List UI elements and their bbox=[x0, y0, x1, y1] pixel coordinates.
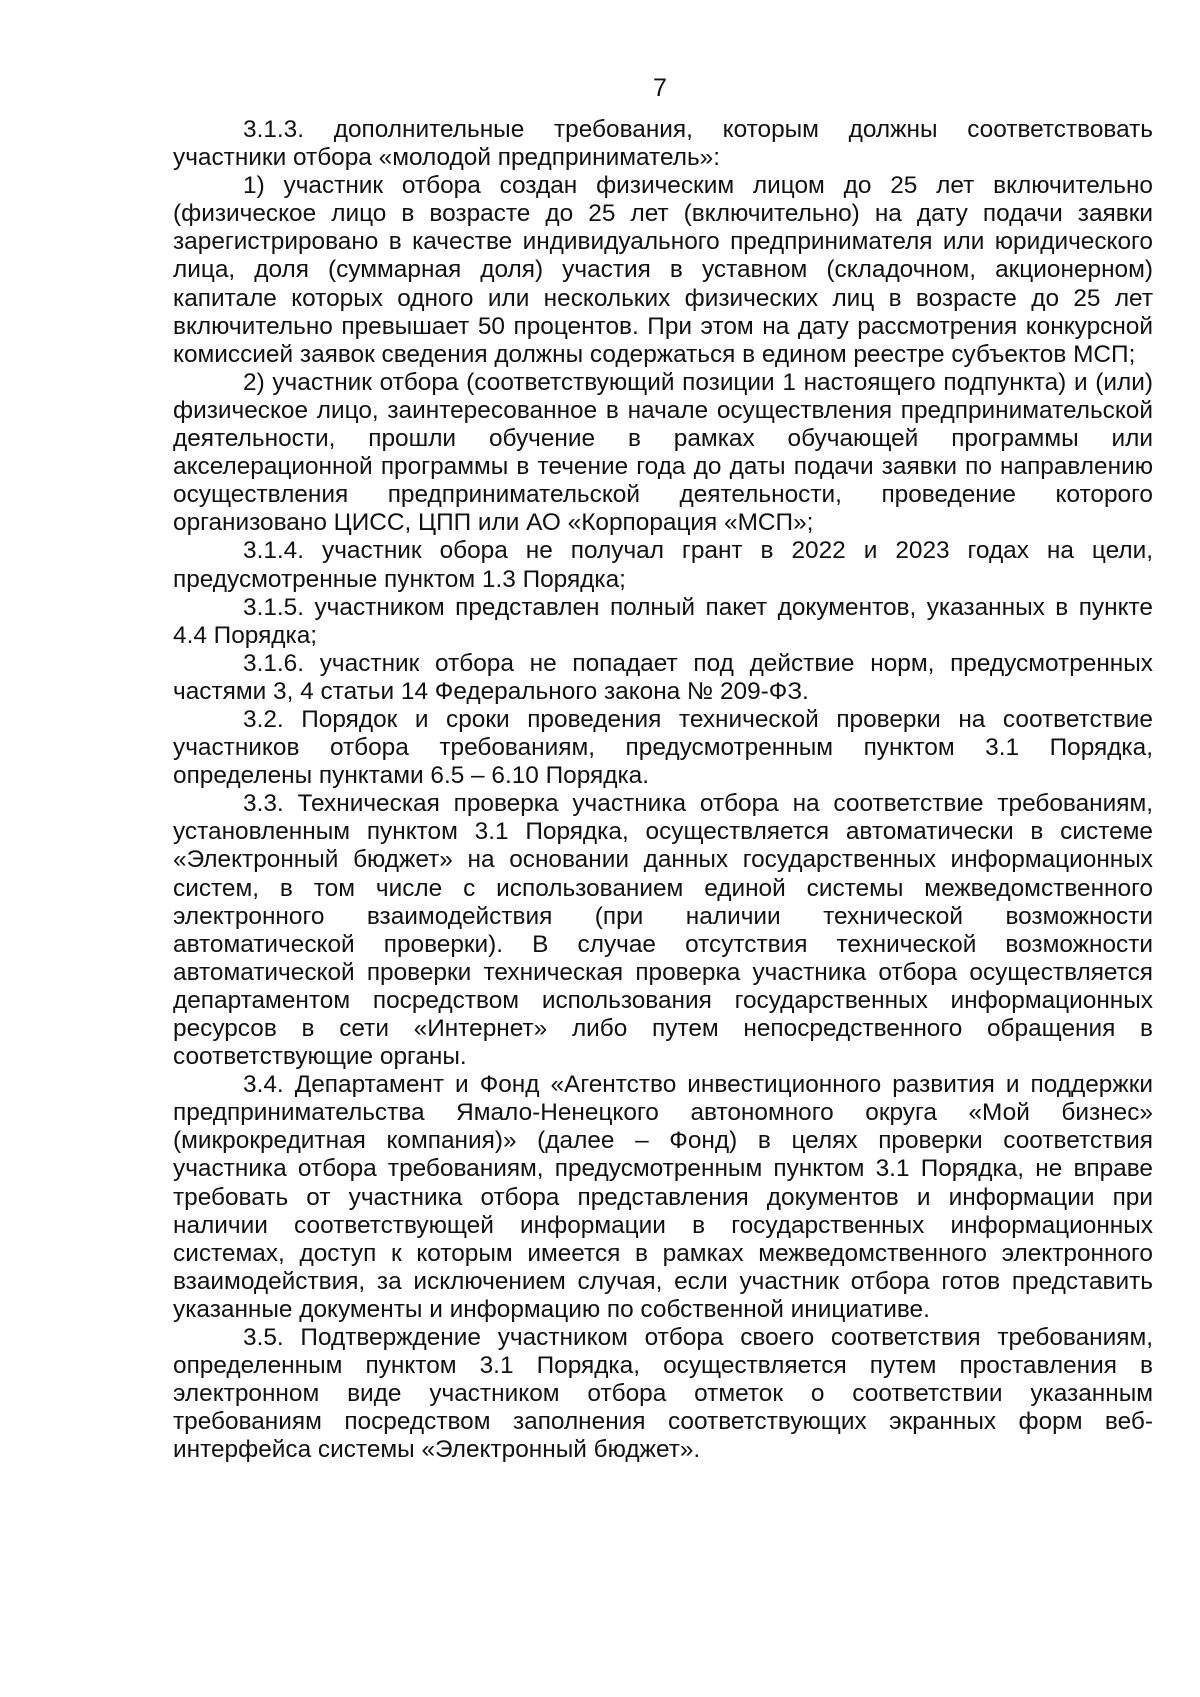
paragraph-3-2: 3.2. Порядок и сроки проведения технической проверки на соответствие участников отбора требованиям, предусмотренным пунктом 3.1 Порядка, определены пунктами 6.5 – 6.10 Порядка. bbox=[173, 705, 1153, 790]
paragraph-3-5: 3.5. Подтверждение участником отбора своего соответствия требованиям, определенным пунктом 3.1 Порядка, осуществляется путем проставления в электронном виде участником отбора отметок о соответствии указанным требованиям посредством заполнения соответствующих экранных форм веб-интерфейса системы «Электронный бюджет». bbox=[173, 1324, 1153, 1464]
paragraph-3-1-3: 3.1.3. дополнительные требования, которым должны соответствовать участники отбора «молодой предприниматель»: bbox=[173, 116, 1153, 172]
document-body bbox=[173, 116, 1153, 1465]
paragraph-3-1-4: 3.1.4. участник обора не получал грант в 2022 и 2023 годах на цели, предусмотренные пунктом 1.3 Порядка; bbox=[173, 537, 1153, 593]
paragraph-3-1-3-item-1: 1) участник отбора создан физическим лицом до 25 лет включительно (физическое лицо в возрасте до 25 лет (включительно) на дату подачи заявки зарегистрировано в качестве индивидуального предпринимателя или юридического лица, доля (суммарная доля) участия в уставном (складочном, акционерном) капитале которых одного или нескольких физических лиц в возрасте до 25 лет включительно превышает 50 процентов. При этом на дату рассмотрения конкурсной комиссией заявок сведения должны содержаться в едином реестре субъектов МСП; bbox=[173, 172, 1153, 368]
paragraph-3-1-6: 3.1.6. участник отбора не попадает под действие норм, предусмотренных частями 3, 4 статьи 14 Федерального закона № 209-ФЗ. bbox=[173, 649, 1153, 705]
paragraph-3-3: 3.3. Техническая проверка участника отбора на соответствие требованиям, установленным пунктом 3.1 Порядка, осуществляется автоматически в системе «Электронный бюджет» на основании данных государственных информационных систем, в том числе с использованием единой системы межведомственного электронного взаимодействия (при наличии технической возможности автоматической проверки). В случае отсутствия технической возможности автоматической проверки техническая проверка участника отбора осуществляется департаментом посредством использования государственных информационных ресурсов в сети «Интернет» либо путем непосредственного обращения в соответствующие органы. bbox=[173, 790, 1153, 1071]
paragraph-3-1-3-item-2: 2) участник отбора (соответствующий позиции 1 настоящего подпункта) и (или) физическое лицо, заинтересованное в начале осуществления предпринимательской деятельности, прошли обучение в рамках обучающей программы или акселерационной программы в течение года до даты подачи заявки по направлению осуществления предпринимательской деятельности, проведение которого организовано ЦИСС, ЦПП или АО «Корпорация «МСП»; bbox=[173, 368, 1153, 537]
paragraph-3-1-5: 3.1.5. участником представлен полный пакет документов, указанных в пункте 4.4 Порядка; bbox=[173, 593, 1153, 649]
paragraph-3-4: 3.4. Департамент и Фонд «Агентство инвестиционного развития и поддержки предпринимательства Ямало-Ненецкого автономного округа «Мой бизнес» (микрокредитная компания)» (далее – Фонд) в целях проверки соответствия участника отбора требованиям, предусмотренным пунктом 3.1 Порядка, не вправе требовать от участника отбора представления документов и информации при наличии соответствующей информации в государственных информационных системах, доступ к которым имеется в рамках межведомственного электронного взаимодействия, за исключением случая, если участник отбора готов представить указанные документы и информацию по собственной инициативе. bbox=[173, 1071, 1153, 1323]
page-number: 7 bbox=[653, 74, 667, 102]
